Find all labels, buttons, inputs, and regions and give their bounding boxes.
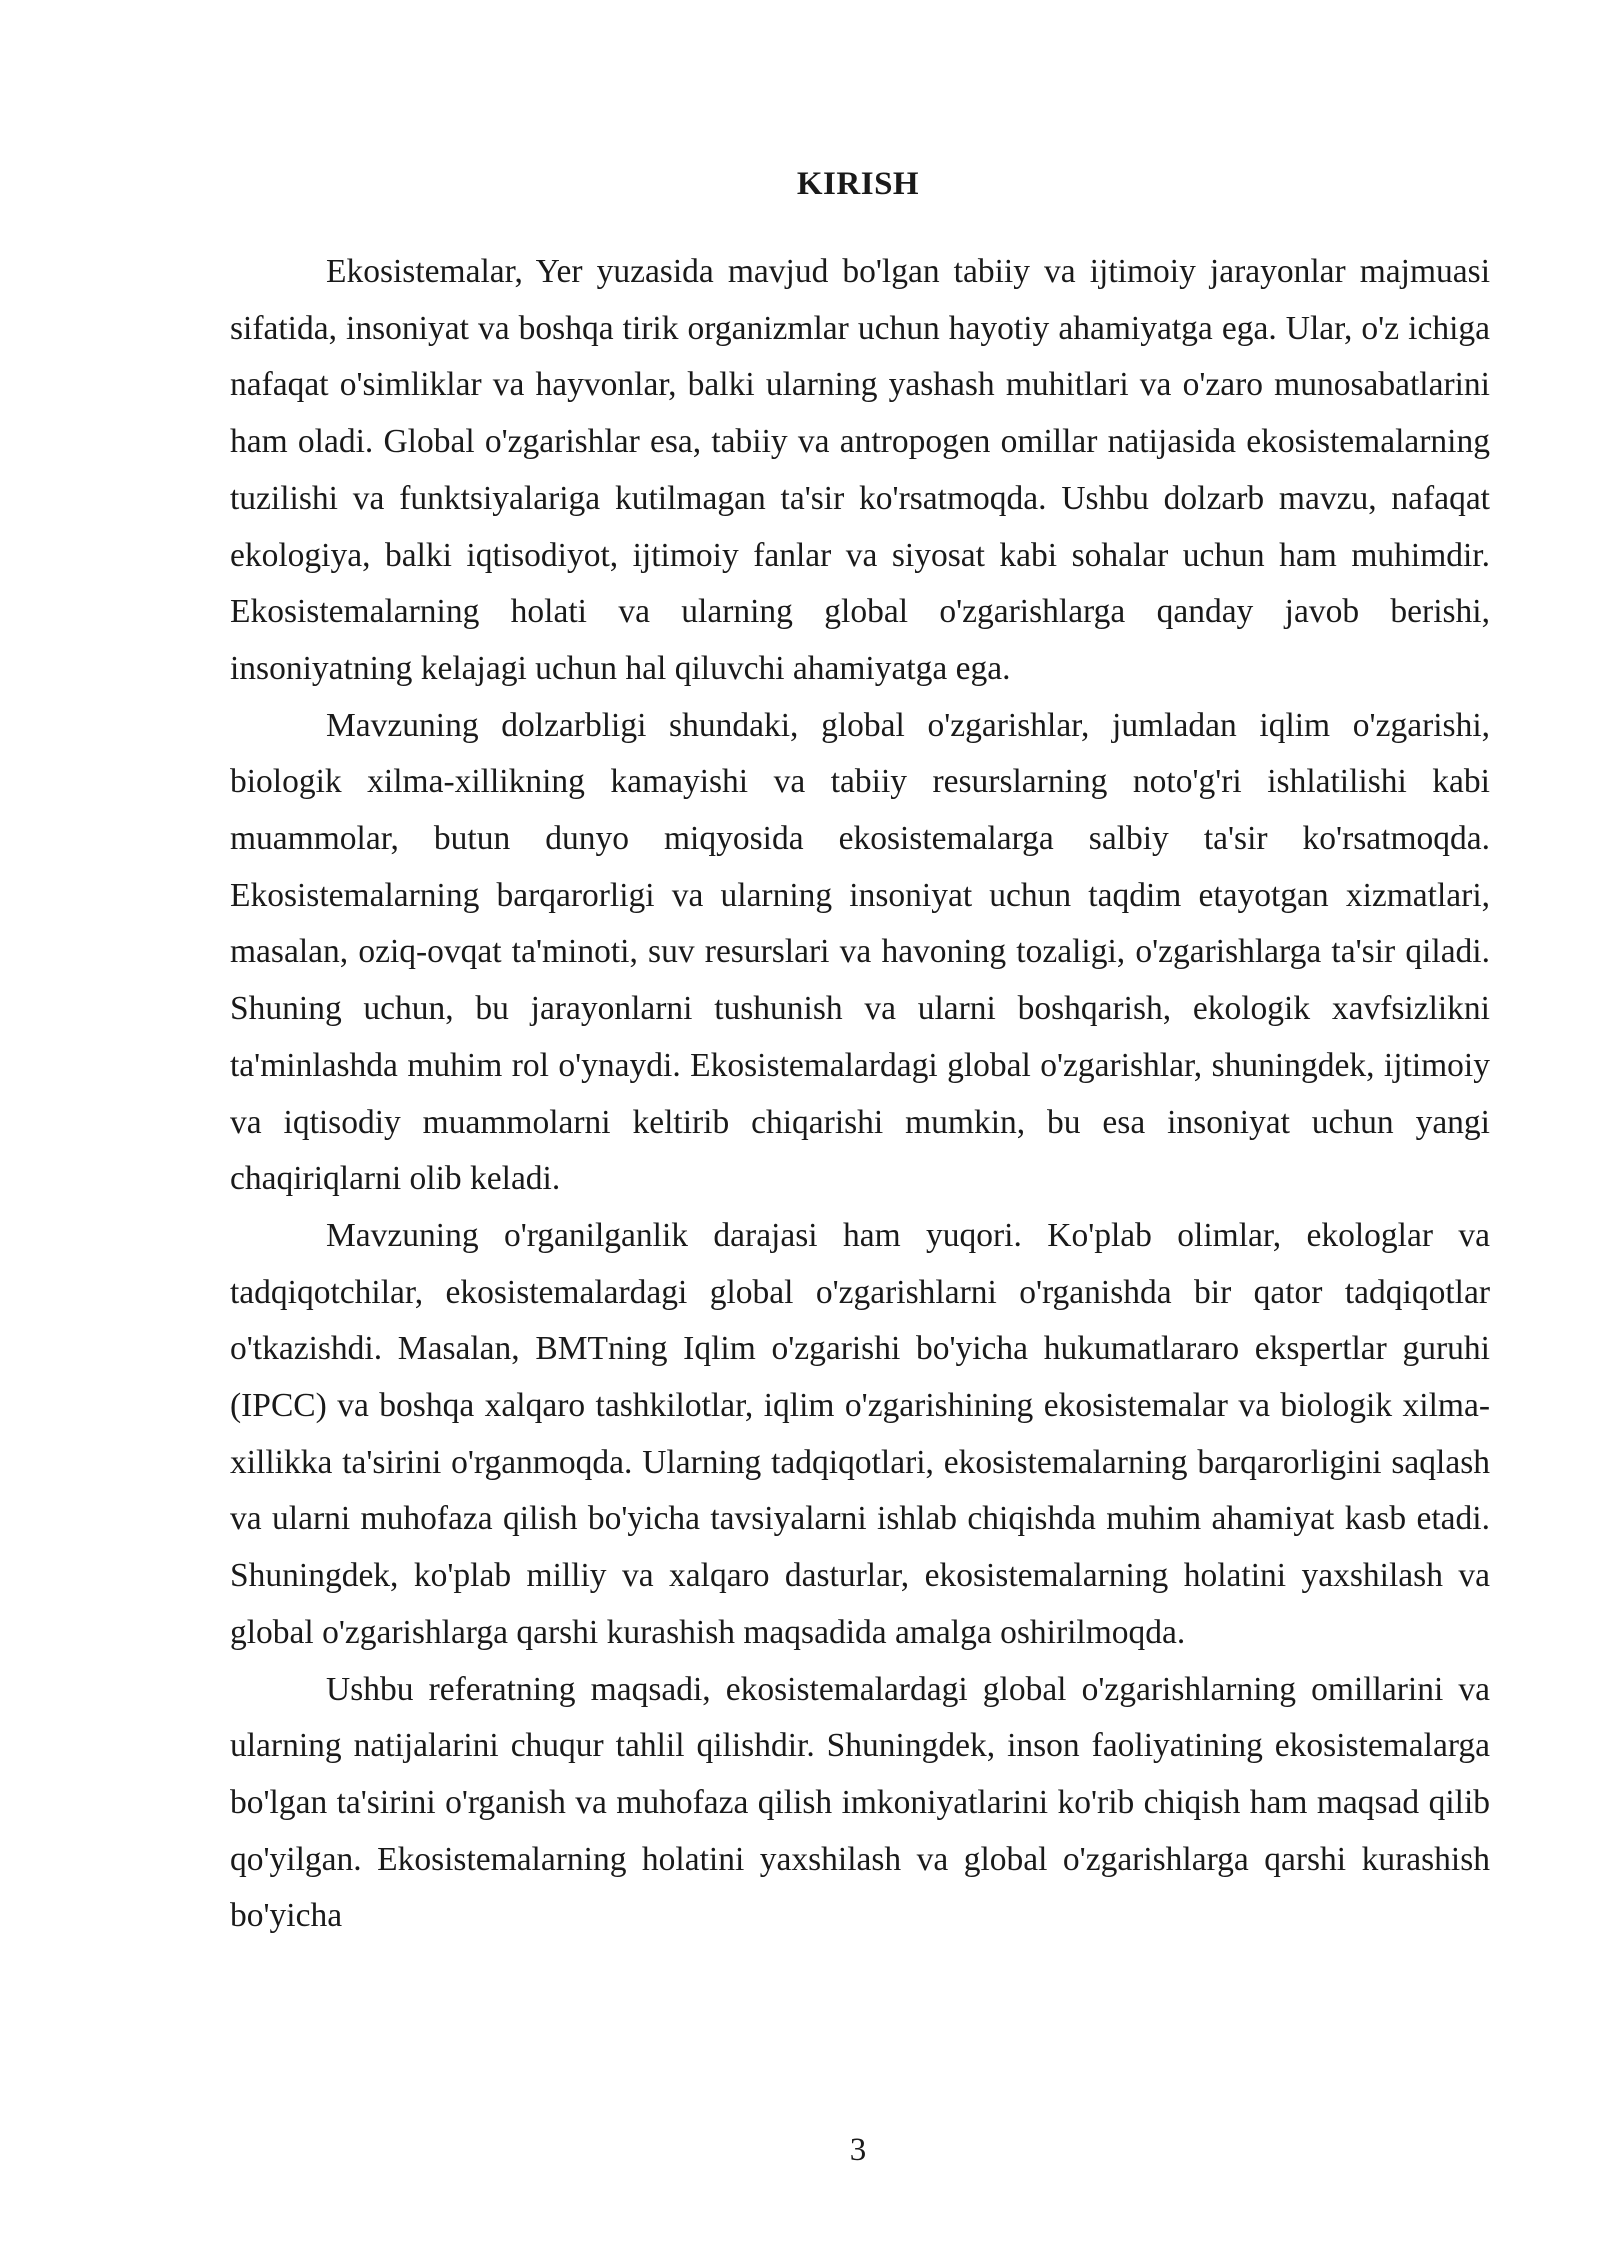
paragraph-study-level: Mavzuning o'rganilganlik darajasi ham yuqori. Ko'plab olimlar, ekologlar va tadqiqotchilar, ekosistemalardagi global o'zgarishlarni o'rganishda bir qator tadqiqotlar o'tkazishdi. Masalan, BMTning Iqlim o'zgarishi bo'yicha hukumatlararo ekspertlar guruhi (IPCC) va boshqa xalqaro tashkilotlar, iqlim o'zgarishining ekosistemalar va biologik xilma-xillikka ta'sirini o'rganmoqda. Ularning tadqiqotlari, ekosistemalarning barqarorligini saqlash va ularni muhofaza qilish bo'yicha tavsiyalarni ishlab chiqishda muhim ahamiyat kasb etadi. Shuningdek, ko'plab milliy va xalqaro dasturlar, ekosistemalarning holatini yaxshilash va global o'zgarishlarga qarshi kurashish maqsadida amalga oshirilmoqda. bbox=[230, 1216, 1490, 1651]
paragraph-introduction: Ekosistemalar, Yer yuzasida mavjud bo'lgan tabiiy va ijtimoiy jarayonlar majmuasi sifatida, insoniyat va boshqa tirik organizmlar uchun hayotiy ahamiyatga ega. Ular, o'z ichiga nafaqat o'simliklar va hayvonlar, balki ularning yashash muhitlari va o'zaro munosabatlarini ham oladi. Global o'zgarishlar esa, tabiiy va antropogen omillar natijasida ekosistemalarning tuzilishi va funktsiyalariga kutilmagan ta'sir ko'rsatmoqda. Ushbu dolzarb mavzu, nafaqat ekologiya, balki iqtisodiyot, ijtimoiy fanlar va siyosat kabi sohalar uchun ham muhimdir. Ekosistemalarning holati va ularning global o'zgarishlarga qanday javob berishi, insoniyatning kelajagi uchun hal qiluvchi ahamiyatga ega. bbox=[230, 253, 1490, 687]
section-title: KIRISH bbox=[796, 166, 920, 202]
page-number: 3 bbox=[849, 2132, 867, 2168]
paragraph-relevance: Mavzuning dolzarbligi shundaki, global o'zgarishlar, jumladan iqlim o'zgarishi, biologik xilma-xillikning kamayishi va tabiiy resurslarning noto'g'ri ishlatilishi kabi muammolar, butun dunyo miqyosida ekosistemalarga salbiy ta'sir ko'rsatmoqda. Ekosistemalarning barqarorligi va ularning insoniyat uchun taqdim etayotgan xizmatlari, masalan, oziq-ovqat ta'minoti, suv resurslari va havoning tozaligi, o'zgarishlarga ta'sir qiladi. Shuning uchun, bu jarayonlarni tushunish va ularni boshqarish, ekologik xavfsizlikni ta'minlashda muhim rol o'ynaydi. Ekosistemalardagi global o'zgarishlar, shuningdek, ijtimoiy va iqtisodiy muammolarni keltirib chiqarishi mumkin, bu esa insoniyat uchun yangi chaqiriqlarni olib keladi. bbox=[230, 706, 1490, 1198]
body-text bbox=[230, 244, 1490, 1945]
paragraph-purpose: Ushbu referatning maqsadi, ekosistemalardagi global o'zgarishlarning omillarini va ularning natijalarini chuqur tahlil qilishdir. Shuningdek, inson faoliyatining ekosistemalarga bo'lgan ta'sirini o'rganish va muhofaza qilish imkoniyatlarini ko'rib chiqish ham maqsad qilib qo'yilgan. Ekosistemalarning holatini yaxshilash va global o'zgarishlarga qarshi kurashish bo'yicha bbox=[230, 1670, 1490, 1935]
